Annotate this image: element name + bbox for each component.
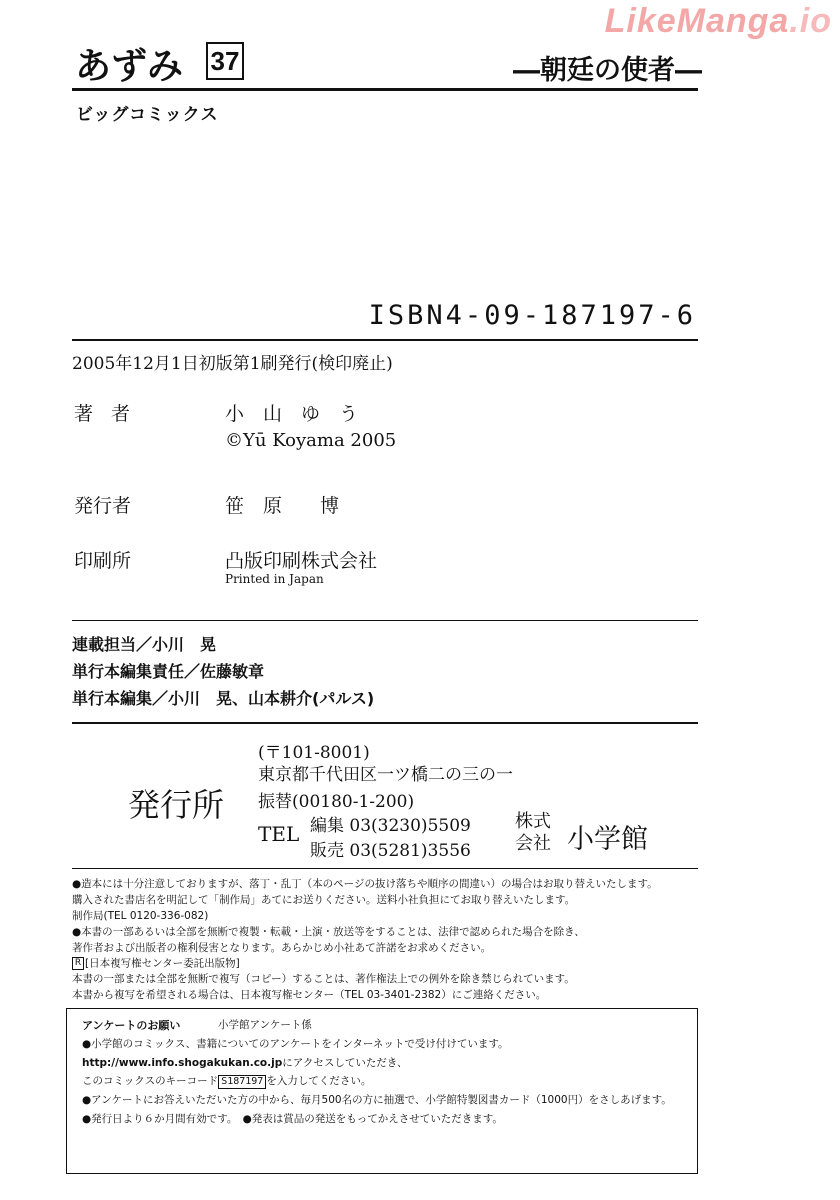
r-mark: R (72, 957, 84, 970)
code-prefix: このコミックスのキーコード (82, 1075, 219, 1087)
survey-url-suffix: にアクセスしていただき、 (282, 1057, 408, 1069)
note-line: 著作者および出版者の権利侵害となります。あらかじめ小社あて許諾をお求めください。 (72, 942, 492, 954)
survey-title: アンケートのお願い (82, 1019, 181, 1032)
sales-phone: 販売 03(5281)3556 (310, 841, 471, 861)
author-label: 著 者 (74, 403, 137, 425)
note-line: 本書の一部または全部を無断で複写（コピー）することは、著作権法上での例外を除き禁じられています。 (72, 973, 575, 985)
credits-rule (72, 620, 698, 621)
volume-number: 37 (206, 42, 244, 80)
kabushiki-line2: 会社 (515, 833, 551, 854)
header-rule (72, 88, 698, 91)
survey-code-line (82, 1073, 371, 1089)
code-suffix: を入力してください。 (266, 1075, 372, 1087)
office-rule (72, 868, 698, 869)
kabushiki-kaisha (515, 811, 551, 855)
isbn-rule (72, 339, 698, 341)
publisher-name: 笹 原 博 (225, 495, 340, 517)
author-name: 小 山 ゆ う (225, 403, 359, 425)
watermark-logo (605, 2, 832, 41)
tel-label: TEL (258, 822, 300, 846)
survey-dept: 小学館アンケート係 (218, 1019, 312, 1031)
postal-code: (〒101-8001) (258, 743, 370, 763)
book-title: あずみ (75, 46, 184, 87)
printed-in: Printed in Japan (225, 572, 324, 586)
editorial-phone: 編集 03(3230)5509 (310, 816, 471, 836)
edition-line: 2005年12月1日初版第1刷発行(検印廃止) (72, 354, 393, 374)
publisher-label: 発行者 (74, 495, 132, 517)
isbn: ISBN4-09-187197-6 (368, 300, 696, 331)
note-line: 制作局(TEL 0120-336-082) (72, 910, 209, 922)
address: 東京都千代田区一ツ橋二の三の一 (258, 765, 513, 785)
survey-url[interactable]: http://www.info.shogakukan.co.jp (82, 1057, 283, 1069)
printer-name: 凸版印刷株式会社 (225, 550, 378, 572)
copyright: ©Yū Koyama 2005 (225, 430, 397, 451)
staff-line: 連載担当／小川 晃 (72, 635, 217, 654)
survey-url-line (82, 1055, 408, 1070)
staff-line: 単行本編集責任／佐藤敏章 (72, 662, 265, 681)
note-line: ●造本には十分注意しておりますが、落丁・乱丁（本のページの抜け落ちや順序の間違い）の場合はお取り替えいたします。 (72, 878, 658, 890)
imprint-label: ビッグコミックス (76, 105, 219, 125)
watermark-part1: LikeManga (604, 2, 790, 40)
kabushiki-line1: 株式 (515, 811, 551, 832)
watermark-part2: .io (789, 2, 832, 40)
survey-line: ●発行日より６か月間有効です。 ●発表は賞品の発送をもってかえさせていただきます。 (82, 1113, 503, 1125)
key-code: S187197 (218, 1075, 266, 1089)
survey-line: ●小学館のコミックス、書籍についてのアンケートをインターネットで受け付けています。 (82, 1038, 509, 1050)
staff-rule (72, 722, 698, 724)
staff-line: 単行本編集／小川 晃、山本耕介(パルス) (72, 689, 375, 708)
publishing-office-label: 発行所 (128, 786, 225, 824)
transfer-account: 振替(00180-1-200) (258, 792, 415, 812)
printer-label: 印刷所 (74, 550, 132, 572)
company-name: 小学館 (567, 824, 648, 855)
book-subtitle: ―朝廷の使者― (513, 55, 702, 86)
survey-line: ●アンケートにお答えいただいた方の中から、毎月500名の方に抽選で、小学館特製図書カード（1000円）をさしあげます。 (82, 1094, 672, 1106)
note-line-rrc (72, 957, 240, 971)
rrc-text: [日本複写権センター委託出版物] (85, 957, 240, 970)
note-line: 本書から複写を希望される場合は、日本複写権センター（TEL 03-3401-2382）にご連絡ください。 (72, 989, 547, 1001)
note-line: 購入された書店名を明記して「制作局」あてにお送りください。送料小社負担にてお取り替えいたします。 (72, 894, 576, 906)
note-line: ●本書の一部あるいは全部を無断で複製・転載・上演・放送等をすることは、法律で認められた場合を除き、 (72, 926, 585, 938)
